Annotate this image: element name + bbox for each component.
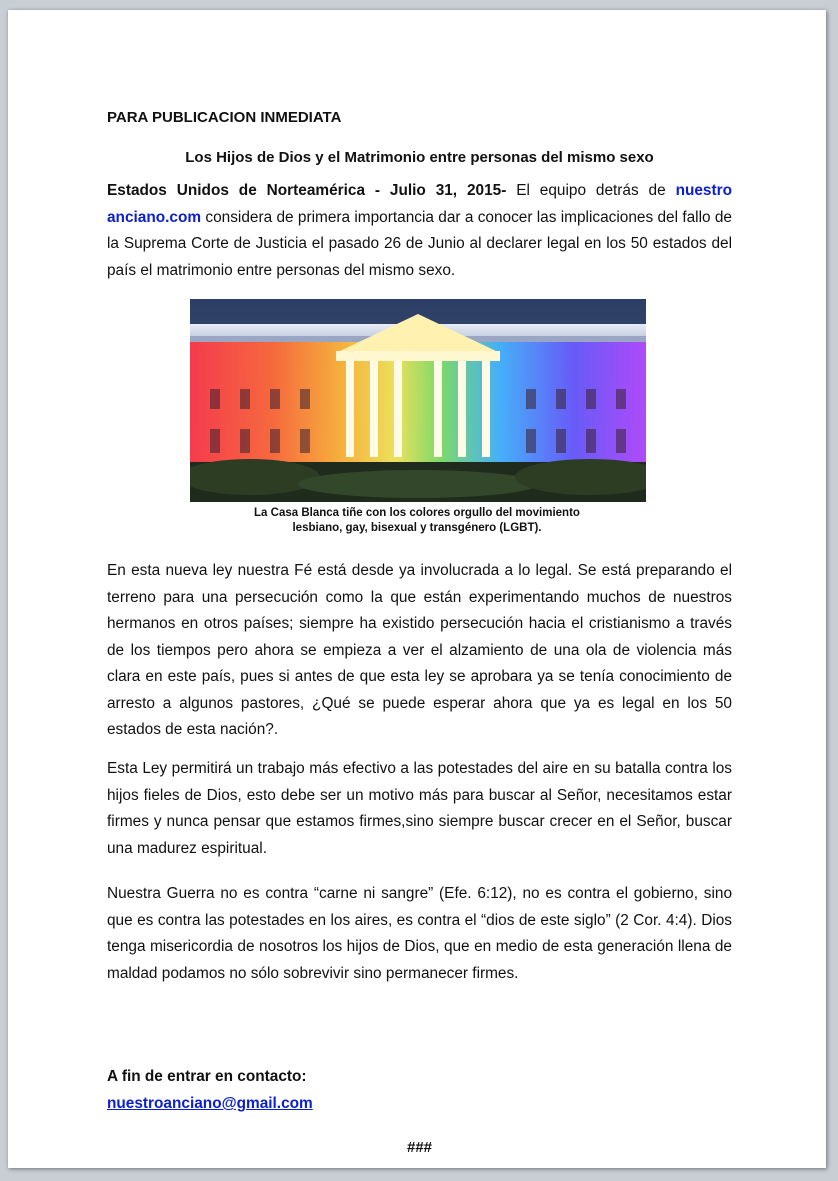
intro-text-a: El equipo detrás de: [506, 182, 676, 199]
paragraph-4: Nuestra Guerra no es contra “carne ni sangre” (Efe. 6:12), no es contra el gobierno, sino que es contra las potestades en los aires, es contra el “dios de este siglo” (2 Cor. 4:4). Dios tenga misericordia de nosotros los hijos de Dios, que en medio de esta generación llena de maldad podamos no sólo sobrevivir sino permanecer firmes.: [107, 885, 732, 982]
press-release-label: PARA PUBLICACION INMEDIATA: [107, 109, 342, 126]
contact-label: A fin de entrar en contacto:: [107, 1068, 307, 1085]
contact-email-link[interactable]: nuestroanciano@gmail.com: [107, 1095, 313, 1112]
paragraph-3: Esta Ley permitirá un trabajo más efectivo a las potestades del aire en su batalla contra los hijos fieles de Dios, esto debe ser un motivo más para buscar al Señor, necesitamos estar firmes y nunca pensar que estamos firmes,sino siempre buscar crecer en el Señor, buscar una madurez espiritual.: [107, 760, 732, 857]
caption-line-1: La Casa Blanca tiñe con los colores orgullo del movimiento: [254, 507, 580, 519]
paragraph-2: En esta nueva ley nuestra Fé está desde ya involucrada a lo legal. Se está preparando el terreno para una persecución como la que están experimentando muchos de nuestros hermanos en otros países; siempre ha existido persecución hacia el cristianismo a través de los tiempos pero ahora se empieza a ver el alzamiento de una ola de violencia más clara en este país, pues si antes de que esta ley se aprobara ya se tenía conocimiento de arresto a algunos pastores, ¿Qué se puede esperar ahora que ya es legal en los 50 estados de esta nación?.: [107, 562, 732, 738]
intro-text-b: considera de primera importancia dar a conocer las implicaciones del fallo de la Suprema Corte de Justicia el pasado 26 de Junio al declarer legal en los 50 estados del país el matrimonio entre personas del mismo sexo.: [107, 208, 732, 279]
document-title: Los Hijos de Dios y el Matrimonio entre personas del mismo sexo: [185, 149, 654, 166]
white-house-rainbow-photo: [190, 299, 646, 502]
paragraph-intro: [107, 178, 732, 284]
end-mark: ###: [406, 1139, 433, 1156]
website-link[interactable]: nuestro anciano.com: [107, 182, 732, 226]
dateline: Estados Unidos de Norteamérica - Julio 31, 2015-: [107, 182, 507, 199]
document-page[interactable]: [8, 10, 826, 1168]
photo-illustration: [190, 299, 646, 502]
photo-caption: [167, 506, 667, 536]
caption-line-2: lesbiano, gay, bisexual y transgénero (LGBT).: [292, 522, 542, 534]
